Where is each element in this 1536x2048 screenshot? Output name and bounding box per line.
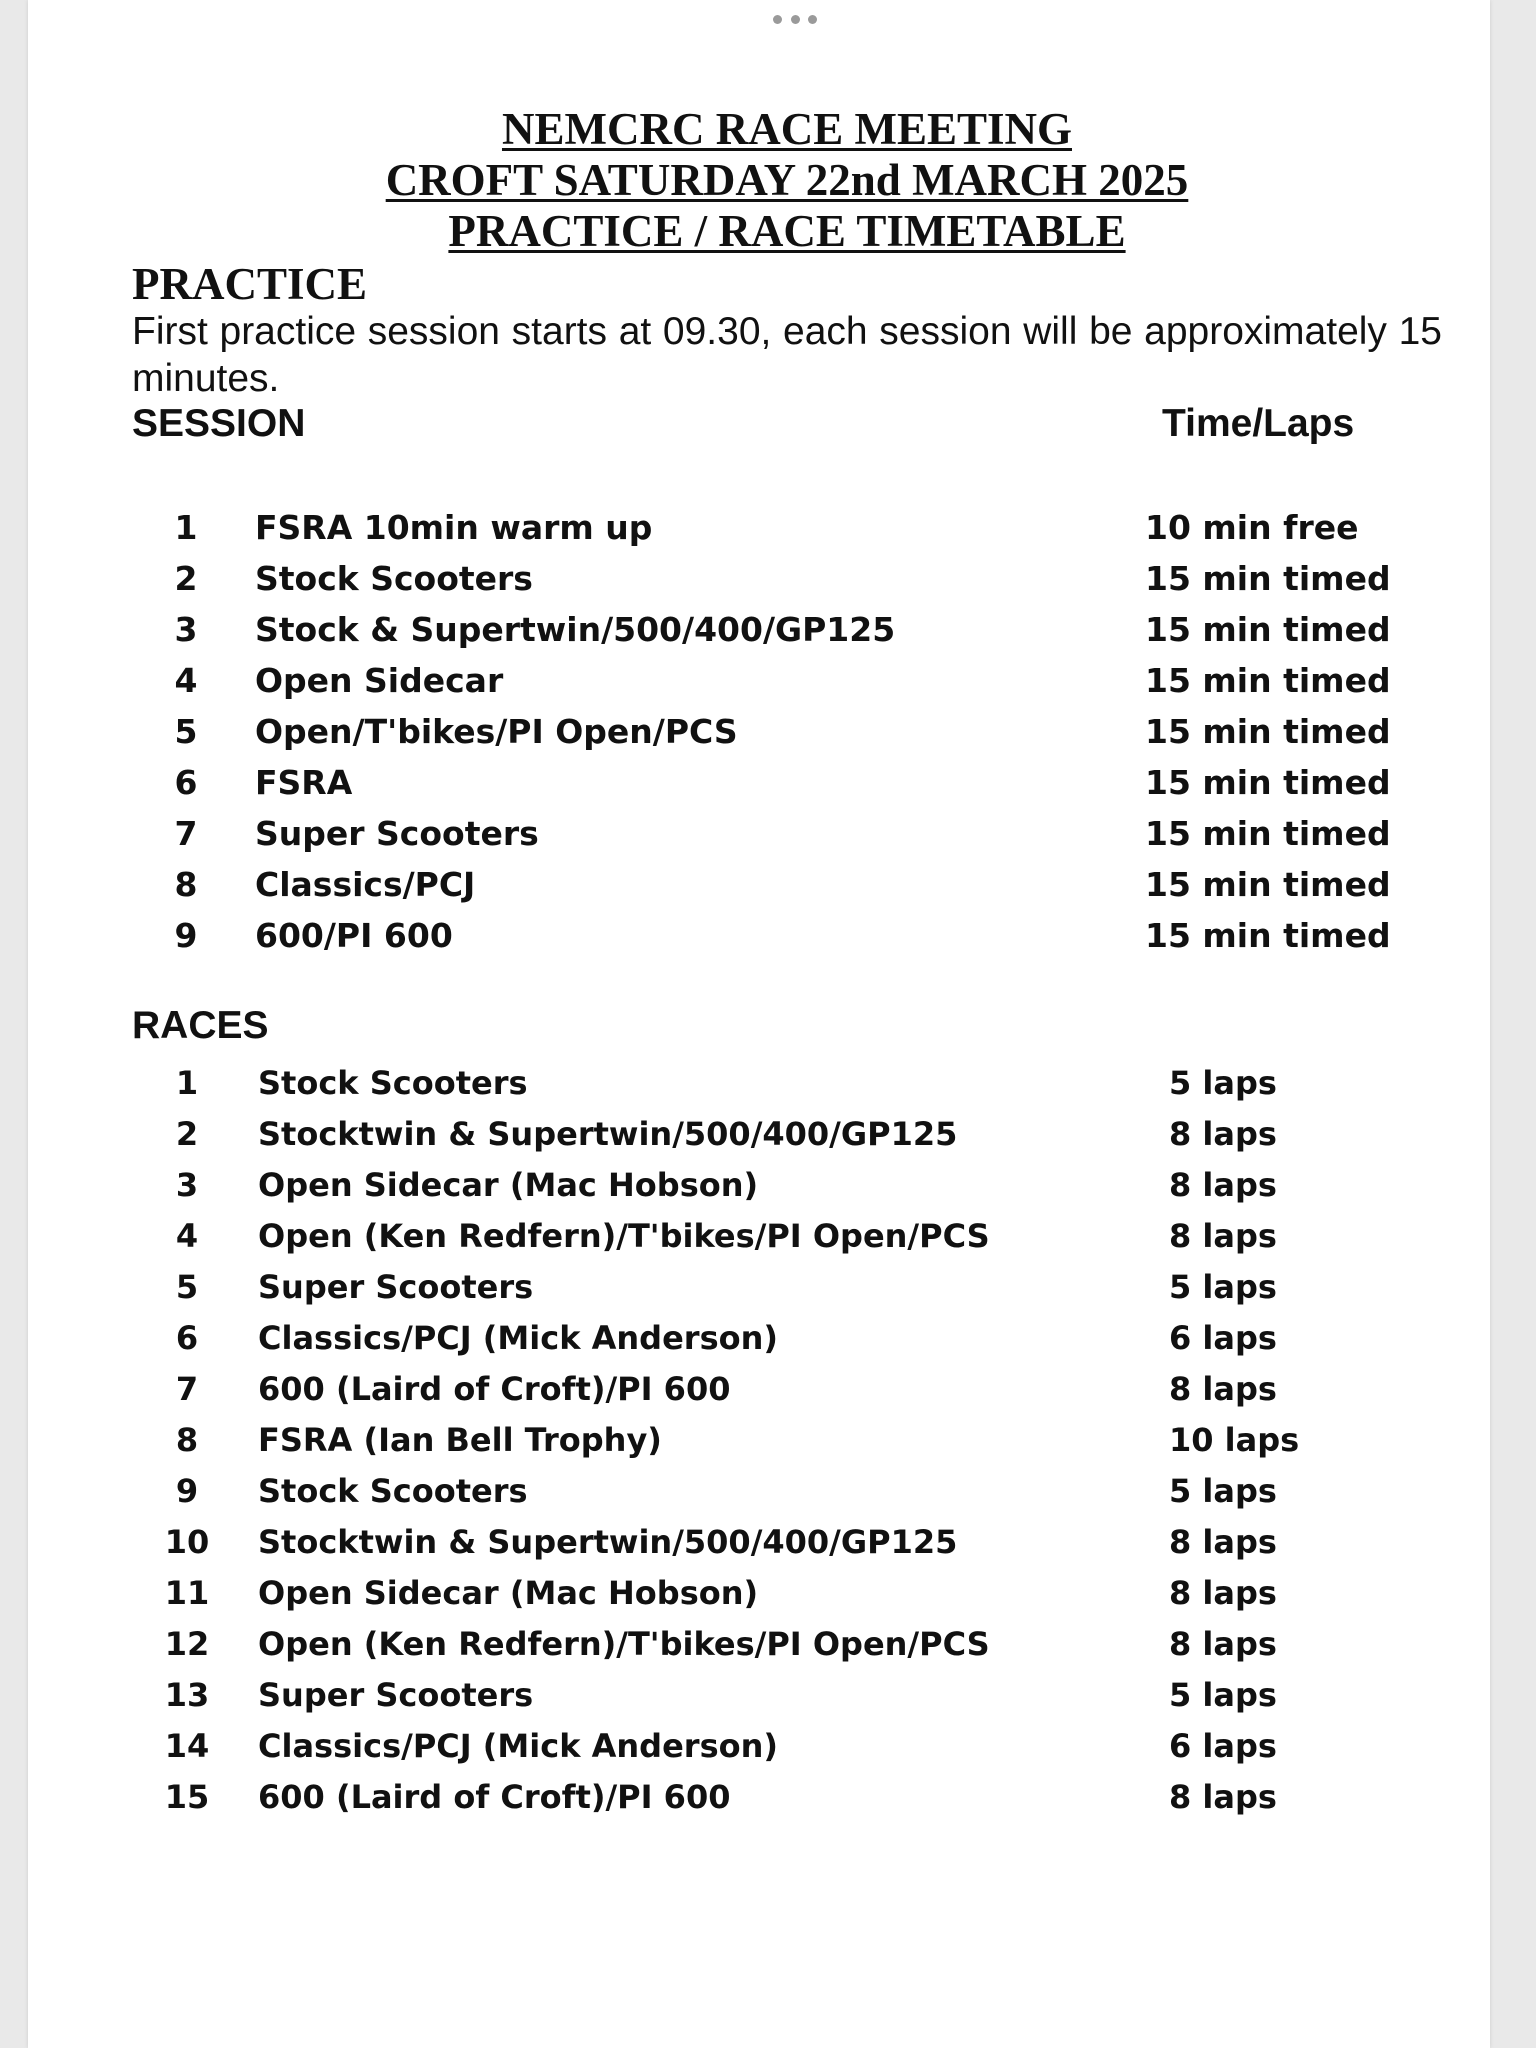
race-laps: 5 laps	[1169, 1064, 1277, 1102]
session-name: Stock Scooters	[255, 559, 533, 598]
race-name: Stocktwin & Supertwin/500/400/GP125	[258, 1115, 958, 1153]
race-row	[28, 1517, 1428, 1568]
race-name: Classics/PCJ (Mick Anderson)	[258, 1727, 778, 1765]
session-number: 8	[174, 865, 198, 904]
title-line-1: NEMCRC RACE MEETING	[501, 104, 1072, 154]
session-number: 2	[174, 559, 198, 598]
race-name: Classics/PCJ (Mick Anderson)	[258, 1319, 778, 1357]
practice-row	[28, 553, 1428, 604]
practice-row	[28, 502, 1428, 553]
session-number: 9	[174, 916, 198, 955]
race-name: Super Scooters	[258, 1676, 534, 1714]
session-time: 15 min timed	[1145, 763, 1391, 802]
race-number: 15	[164, 1778, 210, 1816]
race-name: FSRA (Ian Bell Trophy)	[258, 1421, 662, 1459]
race-row	[28, 1364, 1428, 1415]
session-name: Open Sidecar	[255, 661, 504, 700]
session-name: Super Scooters	[255, 814, 539, 853]
session-number: 4	[174, 661, 198, 700]
practice-session-list	[28, 502, 1428, 961]
session-name: 600/PI 600	[255, 916, 453, 955]
race-number: 2	[175, 1115, 199, 1153]
race-number: 12	[164, 1625, 210, 1663]
race-number: 8	[175, 1421, 199, 1459]
race-name: Open Sidecar (Mac Hobson)	[258, 1574, 759, 1612]
session-name: FSRA 10min warm up	[255, 508, 653, 547]
document-page	[28, 0, 1490, 2048]
race-row	[28, 1568, 1428, 1619]
race-laps: 6 laps	[1169, 1727, 1277, 1765]
practice-intro: First practice session starts at 09.30, each session will be approximately 15 minutes.	[132, 310, 1442, 400]
race-laps: 8 laps	[1169, 1166, 1277, 1204]
race-row	[28, 1466, 1428, 1517]
race-row	[28, 1262, 1428, 1313]
race-number: 10	[164, 1523, 210, 1561]
session-time: 15 min timed	[1145, 916, 1391, 955]
race-number: 1	[175, 1064, 199, 1102]
race-laps: 8 laps	[1169, 1523, 1277, 1561]
session-time: 15 min timed	[1145, 610, 1391, 649]
practice-row	[28, 604, 1428, 655]
session-number: 7	[174, 814, 198, 853]
race-row	[28, 1160, 1428, 1211]
race-laps: 8 laps	[1169, 1370, 1277, 1408]
race-laps: 5 laps	[1169, 1268, 1277, 1306]
race-number: 11	[164, 1574, 210, 1612]
race-row	[28, 1772, 1428, 1823]
session-name: Open/T'bikes/PI Open/PCS	[255, 712, 738, 751]
race-row	[28, 1109, 1428, 1160]
races-heading: RACES	[132, 1004, 269, 1047]
title-line-3: PRACTICE / RACE TIMETABLE	[448, 206, 1126, 256]
race-laps: 8 laps	[1169, 1625, 1277, 1663]
race-laps: 10 laps	[1169, 1421, 1300, 1459]
practice-row	[28, 808, 1428, 859]
session-number: 5	[174, 712, 198, 751]
session-name: FSRA	[255, 763, 353, 802]
session-name: Stock & Supertwin/500/400/GP125	[255, 610, 896, 649]
race-laps: 5 laps	[1169, 1472, 1277, 1510]
race-laps: 8 laps	[1169, 1115, 1277, 1153]
race-number: 4	[175, 1217, 199, 1255]
race-list	[28, 1058, 1428, 1823]
practice-heading: PRACTICE	[132, 259, 368, 309]
race-name: Stock Scooters	[258, 1472, 528, 1510]
time-laps-column-header: Time/Laps	[1162, 402, 1355, 445]
session-time: 15 min timed	[1145, 712, 1391, 751]
race-laps: 8 laps	[1169, 1574, 1277, 1612]
practice-row	[28, 910, 1428, 961]
practice-row	[28, 655, 1428, 706]
race-row	[28, 1415, 1428, 1466]
session-time: 10 min free	[1145, 508, 1359, 547]
race-name: Open (Ken Redfern)/T'bikes/PI Open/PCS	[258, 1625, 990, 1663]
race-number: 9	[175, 1472, 199, 1510]
race-number: 3	[175, 1166, 199, 1204]
race-row	[28, 1619, 1428, 1670]
race-row	[28, 1211, 1428, 1262]
race-laps: 8 laps	[1169, 1217, 1277, 1255]
session-time: 15 min timed	[1145, 661, 1391, 700]
race-name: Open Sidecar (Mac Hobson)	[258, 1166, 759, 1204]
race-laps: 8 laps	[1169, 1778, 1277, 1816]
session-column-header: SESSION	[132, 402, 306, 445]
race-number: 6	[175, 1319, 199, 1357]
session-number: 3	[174, 610, 198, 649]
race-name: Stock Scooters	[258, 1064, 528, 1102]
session-time: 15 min timed	[1145, 865, 1391, 904]
race-row	[28, 1313, 1428, 1364]
race-name: 600 (Laird of Croft)/PI 600	[258, 1370, 731, 1408]
more-options-icon[interactable]	[773, 12, 817, 26]
race-name: 600 (Laird of Croft)/PI 600	[258, 1778, 731, 1816]
session-name: Classics/PCJ	[255, 865, 476, 904]
document-title	[28, 104, 1536, 257]
session-time: 15 min timed	[1145, 814, 1391, 853]
race-row	[28, 1670, 1428, 1721]
race-number: 5	[175, 1268, 199, 1306]
title-line-2: CROFT SATURDAY 22nd MARCH 2025	[385, 155, 1189, 205]
race-name: Super Scooters	[258, 1268, 534, 1306]
race-row	[28, 1721, 1428, 1772]
race-number: 7	[175, 1370, 199, 1408]
race-laps: 5 laps	[1169, 1676, 1277, 1714]
practice-row	[28, 757, 1428, 808]
session-number: 1	[174, 508, 198, 547]
race-number: 13	[164, 1676, 210, 1714]
session-number: 6	[174, 763, 198, 802]
practice-row	[28, 859, 1428, 910]
race-laps: 6 laps	[1169, 1319, 1277, 1357]
race-number: 14	[164, 1727, 210, 1765]
race-row	[28, 1058, 1428, 1109]
race-name: Stocktwin & Supertwin/500/400/GP125	[258, 1523, 958, 1561]
session-time: 15 min timed	[1145, 559, 1391, 598]
race-name: Open (Ken Redfern)/T'bikes/PI Open/PCS	[258, 1217, 990, 1255]
practice-row	[28, 706, 1428, 757]
